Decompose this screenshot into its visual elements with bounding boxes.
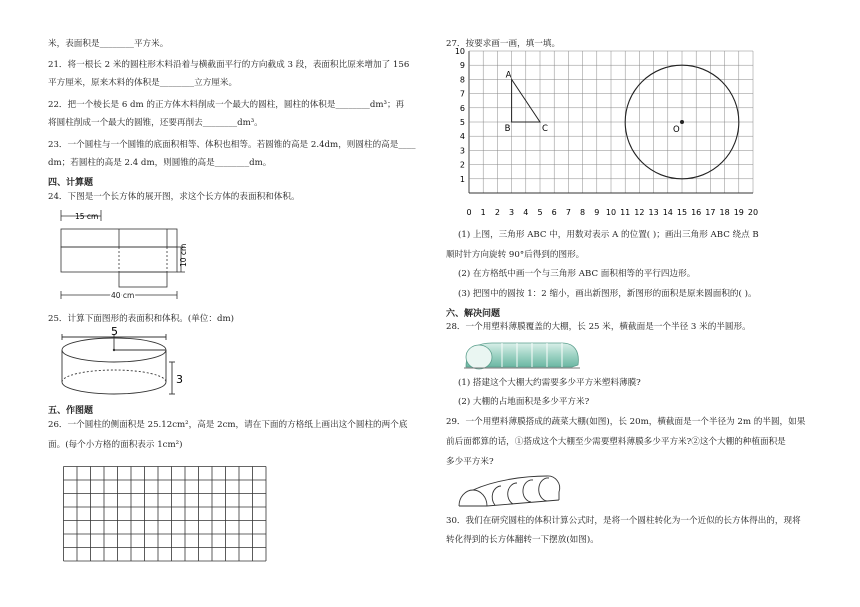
- triangle-vertex-label: A: [505, 70, 512, 81]
- fig24-right-label: 10 cm: [179, 243, 188, 267]
- q22-line2: 将圆柱削成一个最大的圆锥，还要再削去________dm³。: [48, 118, 263, 128]
- section-5-heading: 五、作图题: [48, 406, 94, 416]
- q27-part3: (3) 把图中的圆按 1：2 缩小，画出新图形，新图形的面积是原来圆面积的( )。: [458, 289, 757, 299]
- fig24-bottom-label: 40 cm: [111, 291, 135, 300]
- triangle-vertex-label: B: [504, 124, 511, 134]
- x-tick-label: 5: [537, 208, 543, 217]
- q25-text: 25．计算下面图形的表面积和体积。(单位：dm): [48, 314, 234, 324]
- q29-line1: 29．一个用塑料薄膜搭成的蔬菜大棚(如图)，长 20m，横截面是一个半径为 2m 的半圆，如果: [446, 417, 806, 427]
- q28-part2: (2) 大棚的占地面积是多少平方米?: [458, 397, 590, 407]
- y-tick-label: 6: [459, 103, 465, 113]
- q23-line1: 23．一个圆柱与一个圆锥的底面积相等、体积也相等。若圆锥的高是 2.4dm，则圆柱的高是____: [48, 140, 416, 150]
- q28-part1: (1) 搭建这个大棚大约需要多少平方米塑料薄膜?: [458, 378, 641, 388]
- x-tick-label: 13: [648, 208, 659, 217]
- x-tick-label: 19: [733, 208, 744, 217]
- x-tick-label: 6: [551, 208, 557, 217]
- q24-box-net-figure: [55, 207, 195, 305]
- y-tick-label: 8: [459, 75, 465, 85]
- q27-text: 27．按要求画一画，填一填。: [446, 39, 561, 49]
- x-tick-label: 14: [662, 208, 673, 217]
- y-tick-label: 3: [459, 146, 465, 156]
- q27-part1-line2: 顺时针方向旋转 90°后得到的图形。: [446, 250, 585, 260]
- q24-text: 24．下图是一个长方体的展开图，求这个长方体的表面积和体积。: [48, 192, 300, 202]
- y-tick-label: 9: [459, 61, 465, 71]
- x-tick-label: 9: [594, 208, 600, 217]
- y-tick-label: 10: [454, 47, 465, 56]
- y-tick-label: 1: [459, 174, 465, 184]
- q28-text: 28．一个用塑料薄膜覆盖的大棚，长 25 米，横截面是一个半径 3 米的半圆形。: [446, 322, 751, 332]
- q21-line1: 21．将一根长 2 米的圆柱形木料沿着与横截面平行的方向截成 3 段，表面积比原来增加了 156: [48, 60, 410, 70]
- q28-greenhouse-image: [462, 337, 582, 371]
- fig25-height-label: 3: [176, 373, 183, 386]
- x-tick-label: 20: [747, 208, 759, 217]
- x-tick-label: 0: [466, 208, 472, 217]
- x-tick-label: 11: [620, 208, 631, 217]
- x-tick-label: 1: [480, 208, 486, 217]
- x-tick-label: 8: [580, 208, 586, 217]
- triangle-vertex-label: C: [542, 124, 548, 134]
- q23-line2: dm；若圆柱的高是 2.4 dm，则圆锥的高是________dm。: [48, 158, 272, 168]
- x-tick-label: 7: [565, 208, 571, 217]
- q27-coordinate-grid: [454, 47, 775, 225]
- q27-part1-line1: (1) 上图，三角形 ABC 中，用数对表示 A 的位置( )；画出三角形 ABC 绕点 B: [458, 230, 759, 240]
- x-tick-label: 3: [509, 208, 515, 217]
- q30-line2: 转化得到的长方体翻转一下摆放(如图)。: [446, 535, 599, 545]
- circle-center-point: [680, 120, 684, 124]
- q21-line2: 平方厘米，原来木料的体积是________立方厘米。: [48, 78, 238, 88]
- q29-line3: 多少平方米?: [446, 457, 494, 467]
- fig24-top-label: 15 cm: [75, 212, 99, 221]
- x-tick-label: 12: [634, 208, 645, 217]
- section-6-heading: 六、解决问题: [446, 309, 501, 319]
- q26-grid-paper: [63, 466, 266, 567]
- q29-greenhouse-drawing: [455, 470, 565, 510]
- section-4-heading: 四、计算题: [48, 178, 94, 188]
- fig25-diameter-label: 5: [111, 325, 118, 338]
- q30-line1: 30．我们在研究圆柱的体积计算公式时，是将一个圆柱转化为一个近似的长方体得出的，现将: [446, 516, 801, 526]
- q26-line1: 26．一个圆柱的侧面积是 25.12cm²，高是 2cm，请在下面的方格纸上画出这个圆柱的两个底: [48, 420, 408, 430]
- x-tick-label: 16: [691, 208, 702, 217]
- x-tick-label: 18: [719, 208, 730, 217]
- x-tick-label: 2: [494, 208, 500, 217]
- x-tick-label: 4: [523, 208, 529, 217]
- q29-line2: 前后面都算的话，①搭成这个大棚至少需要塑料薄膜多少平方米?②这个大棚的种植面积是: [446, 437, 786, 447]
- y-tick-label: 5: [459, 118, 465, 127]
- y-tick-label: 4: [459, 132, 465, 142]
- x-tick-label: 10: [605, 208, 617, 217]
- y-tick-label: 2: [459, 160, 465, 170]
- q20-tail: 米，表面积是________平方米。: [48, 39, 169, 49]
- circle-center-label: O: [673, 125, 680, 135]
- q25-cylinder-figure: [58, 326, 188, 398]
- q27-part2: (2) 在方格纸中画一个与三角形 ABC 面积相等的平行四边形。: [458, 269, 696, 279]
- q26-line2: 面。(每个小方格的面积表示 1cm²): [48, 440, 183, 450]
- x-tick-label: 17: [705, 208, 716, 217]
- x-tick-label: 15: [676, 208, 688, 217]
- q22-line1: 22．把一个棱长是 6 dm 的正方体木料削成一个最大的圆柱，圆柱的体积是________dm³；再: [48, 100, 405, 110]
- y-tick-label: 7: [459, 89, 465, 99]
